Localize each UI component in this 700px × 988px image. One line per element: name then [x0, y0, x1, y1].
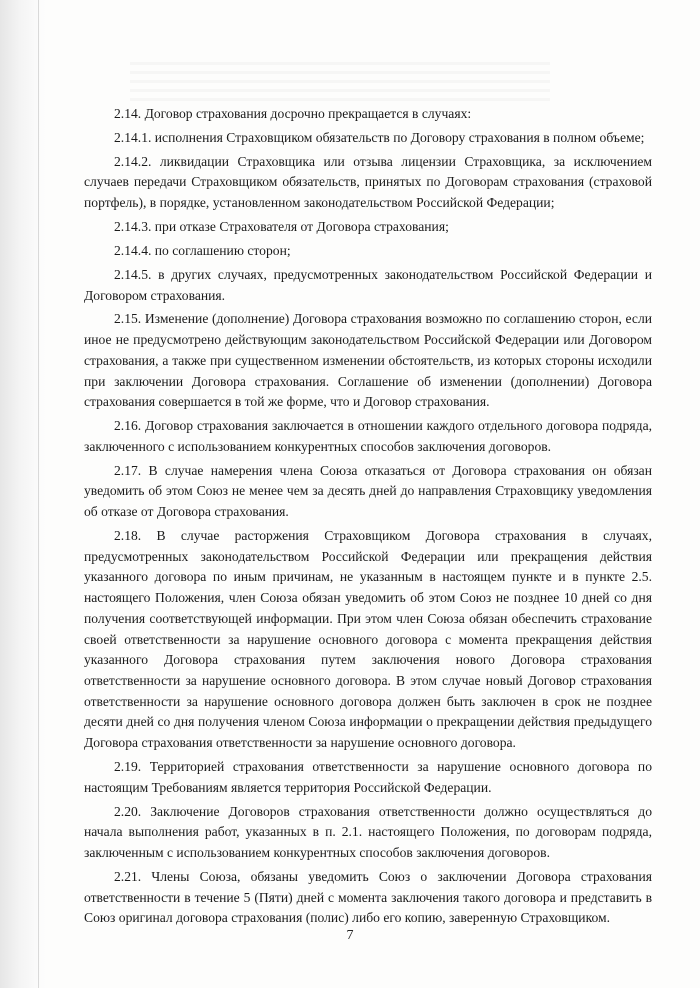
binding-edge	[38, 0, 39, 988]
clause-2-14-4: 2.14.4. по соглашению сторон;	[114, 242, 291, 258]
clause-2-21: 2.21. Члены Союза, обязаны уведомить Союз о заключении Договора страхования ответственности в течение 5 (Пяти) дней с момента заключения такого договора и представить в Союз оригинал договора страхования (полис) либо его копию, заверенную Страховщиком.	[84, 868, 652, 926]
clause-2-19: 2.19. Территорией страхования ответственности за нарушение основного договора по настоящим Требованиям является территория Российской Федерации.	[84, 758, 652, 795]
clause-2-14-2: 2.14.2. ликвидации Страховщика или отзыва лицензии Страховщика, за исключением случаев передачи Страховщиком обязательств, принятых по Договорам страхования (страховой портфель), в порядке, установленном законодательством Российской Федерации;	[84, 153, 652, 211]
document-body	[84, 104, 652, 932]
bleed-through-text	[130, 62, 550, 102]
clause-2-14-5: 2.14.5. в других случаях, предусмотренных законодательством Российской Федерации и Договором страхования.	[84, 266, 652, 303]
clause-2-16: 2.16. Договор страхования заключается в отношении каждого отдельного договора подряда, заключенного с использованием конкурентных способов заключения договоров.	[84, 418, 652, 454]
clause-2-17: 2.17. В случае намерения члена Союза отказаться от Договора страхования он обязан уведомить об этом Союз не менее чем за десять дней до направления Страховщику уведомления об отказе от Договора страхования.	[84, 462, 652, 520]
clause-2-14: 2.14. Договор страхования досрочно прекращается в случаях:	[114, 106, 472, 121]
clause-2-20: 2.20. Заключение Договоров страхования ответственности должно осуществляться до начала выполнения работ, указанных в п. 2.1. настоящего Положения, по договорам подряда, заключенным с использованием конкурентных способов заключения договоров.	[84, 803, 652, 860]
clause-2-14-1: 2.14.1. исполнения Страховщиком обязательств по Договору страхования в полном объеме;	[114, 129, 645, 145]
clause-2-14-3: 2.14.3. при отказе Страхователя от Договора страхования;	[114, 219, 449, 235]
binding-shadow	[0, 0, 46, 988]
clause-2-15: 2.15. Изменение (дополнение) Договора страхования возможно по соглашению сторон, если иное не предусмотрено действующим законодательством Российской Федерации или Договором страхования, а также при существенном изменении обстоятельств, из которых стороны исходили при заключении Договора страхования. Соглашение об изменении (дополнении) Договора страхования совершается в той же форме, что и Договор страхования.	[84, 311, 652, 410]
clause-2-18: 2.18. В случае расторжения Страховщиком Договора страхования в случаях, предусмотренных законодательством Российской Федерации или прекращения действия указанного договора по иным причинам, не указанным в настоящем пункте и в пункте 2.5. настоящего Положения, член Союза обязан уведомить об этом Союз не позднее 10 дней со дня получения соответствующей информации. При этом член Союза обязан обеспечить страхование своей ответственности за нарушение основного договора с момента прекращения действия указанного Договора страхования путем заключения нового Договора страхования ответственности за нарушение основного договора. В этом случае новый Договор страхования ответственности за нарушение основного договора должен быть заключен в срок не позднее десяти дней со дня получения членом Союза информации о прекращении действия предыдущего Договора страхования ответственности за нарушение основного договора.	[84, 528, 652, 751]
page-number: 7	[346, 928, 354, 943]
